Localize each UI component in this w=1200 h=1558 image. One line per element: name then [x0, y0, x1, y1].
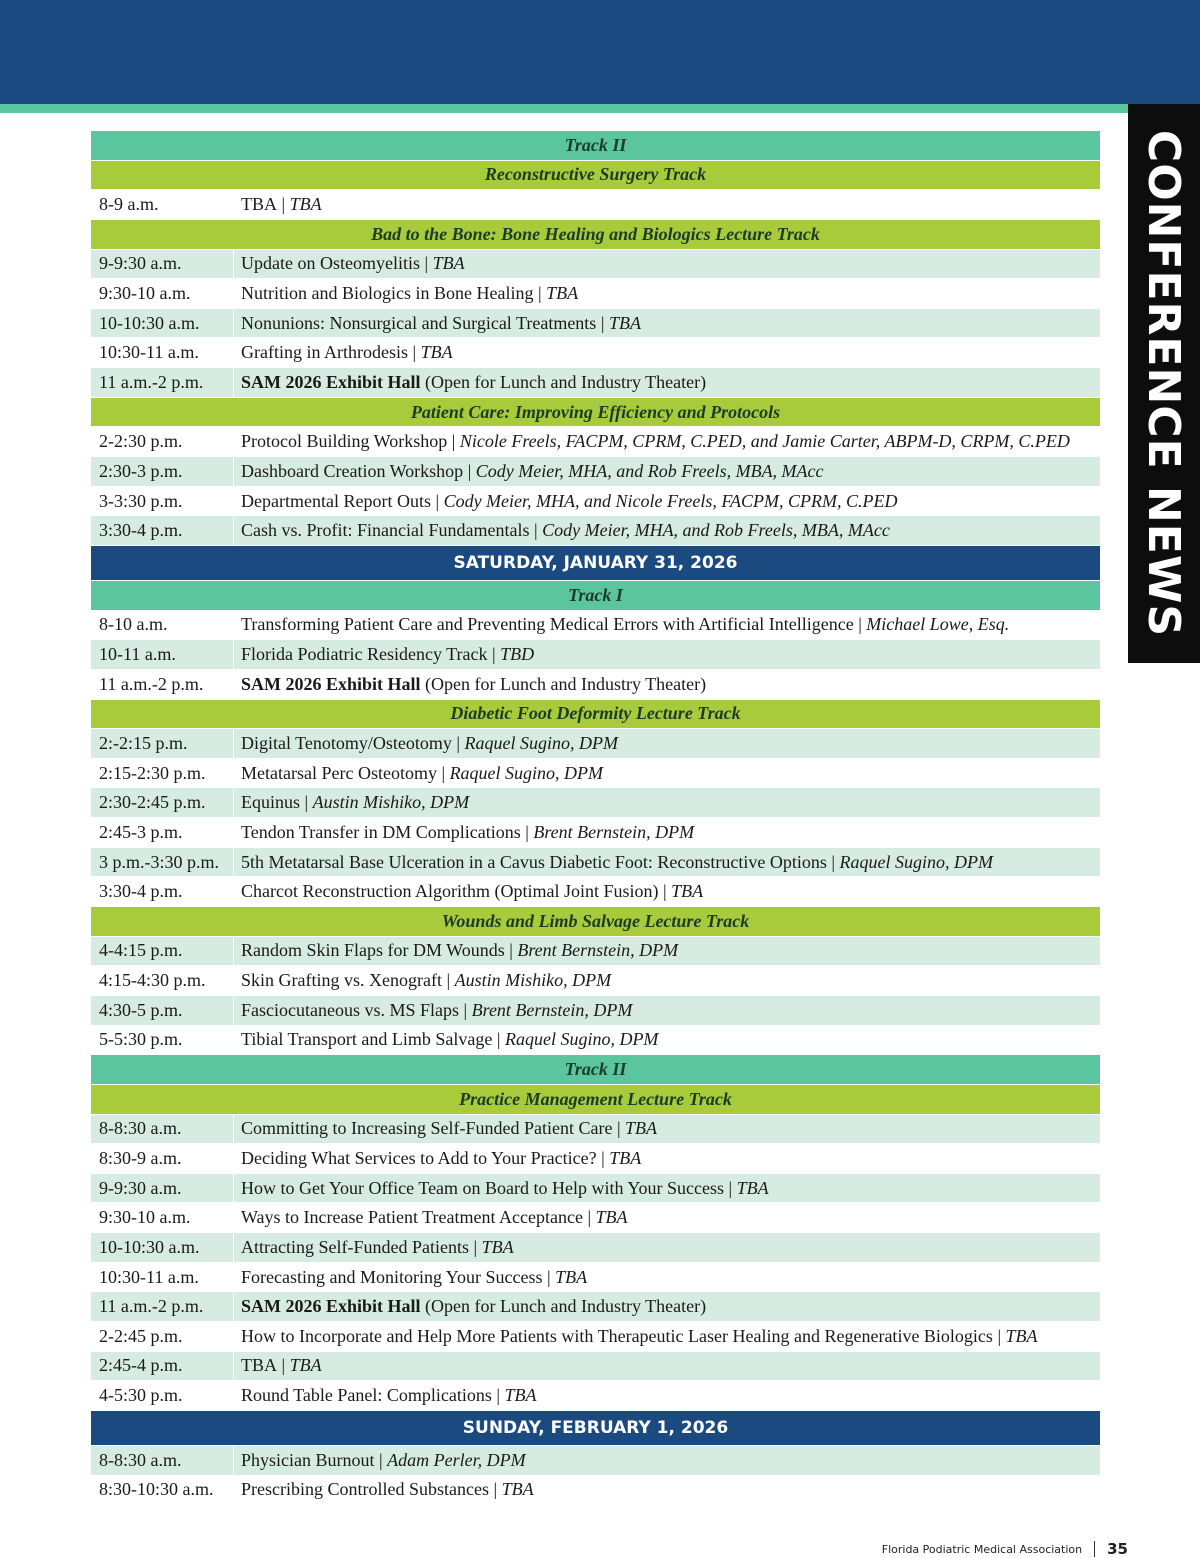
session-title: Fasciocutaneous vs. MS Flaps — [241, 999, 459, 1020]
session-time: 4:30-5 p.m. — [99, 999, 183, 1020]
band-label: Track II — [564, 1059, 627, 1080]
session-title: Tendon Transfer in DM Complications — [241, 821, 521, 842]
session-speaker: Raquel Sugino, DPM — [504, 1029, 659, 1050]
session-speaker: Cody Meier, MHA, and Nicole Freels, FACPM, CPRM, C.PED — [443, 490, 898, 511]
session-time: 2:45-4 p.m. — [99, 1355, 183, 1376]
session-time: 3-3:30 p.m. — [99, 490, 183, 511]
session-time: 11 a.m.-2 p.m. — [99, 1296, 204, 1317]
session-row — [91, 877, 1100, 907]
session-title: Transforming Patient Care and Preventing Medical Errors with Artificial Intelligence — [241, 614, 854, 635]
session-time: 9-9:30 a.m. — [99, 1177, 182, 1198]
session-description: 5th Metatarsal Base Ulceration in a Cavus Diabetic Foot: Reconstructive Options | Raquel Sugino, DPM — [233, 848, 993, 877]
session-speaker: Michael Lowe, Esq. — [866, 614, 1010, 635]
session-time: 8-10 a.m. — [99, 614, 168, 635]
session-description — [233, 1292, 706, 1321]
session-title: Round Table Panel: Complications — [241, 1385, 492, 1406]
session-row — [91, 368, 1100, 398]
schedule-table — [91, 131, 1100, 1505]
session-note: (Open for Lunch and Industry Theater) — [425, 371, 707, 392]
session-description: Charcot Reconstruction Algorithm (Optimal Joint Fusion) | TBA — [233, 877, 703, 906]
session-speaker: TBA — [420, 342, 453, 363]
session-row — [91, 190, 1100, 220]
session-speaker: TBA — [546, 283, 579, 304]
session-row — [91, 1026, 1100, 1056]
session-row — [91, 1446, 1100, 1476]
session-time: 2-2:45 p.m. — [99, 1325, 183, 1346]
session-time: 10-10:30 a.m. — [99, 312, 200, 333]
session-time: 8-8:30 a.m. — [99, 1449, 182, 1470]
session-time: 2:15-2:30 p.m. — [99, 762, 206, 783]
session-row — [91, 937, 1100, 967]
session-time: 9:30-10 a.m. — [99, 283, 191, 304]
session-title: Update on Osteomyelitis — [241, 253, 420, 274]
session-description: How to Get Your Office Team on Board to Help with Your Success | TBA — [233, 1174, 769, 1203]
session-speaker: TBA — [608, 312, 641, 333]
session-time: 11 a.m.-2 p.m. — [99, 673, 204, 694]
session-title: Dashboard Creation Workshop — [241, 460, 464, 481]
band-label: Track I — [568, 584, 623, 605]
session-speaker: Brent Bernstein, DPM — [533, 821, 695, 842]
session-description: Nutrition and Biologics in Bone Healing | TBA — [233, 279, 578, 308]
session-description: Metatarsal Perc Osteotomy | Raquel Sugino, DPM — [233, 759, 603, 788]
session-description: Tibial Transport and Limb Salvage | Raquel Sugino, DPM — [233, 1026, 658, 1055]
lecture-track-header — [91, 700, 1100, 730]
session-speaker: TBA — [481, 1236, 514, 1257]
session-title: Deciding What Services to Add to Your Practice? — [241, 1147, 597, 1168]
session-speaker: Austin Mishiko, DPM — [454, 970, 612, 991]
session-row — [91, 611, 1100, 641]
session-title: Florida Podiatric Residency Track — [241, 644, 488, 665]
session-time: 9-9:30 a.m. — [99, 253, 182, 274]
session-time: 3:30-4 p.m. — [99, 881, 183, 902]
session-title: TBA — [241, 194, 277, 215]
day-header — [91, 546, 1100, 581]
session-description: Nonunions: Nonsurgical and Surgical Treatments | TBA — [233, 309, 641, 338]
session-time: 9:30-10 a.m. — [99, 1207, 191, 1228]
session-time: 11 a.m.-2 p.m. — [99, 371, 204, 392]
session-row — [91, 1174, 1100, 1204]
session-time: 3:30-4 p.m. — [99, 520, 183, 541]
session-time: 8-9 a.m. — [99, 194, 159, 215]
session-speaker: Austin Mishiko, DPM — [312, 792, 470, 813]
session-title: Equinus — [241, 792, 301, 813]
session-row — [91, 818, 1100, 848]
session-title: Committing to Increasing Self-Funded Patient Care — [241, 1118, 613, 1139]
session-row — [91, 1263, 1100, 1293]
session-description: Fasciocutaneous vs. MS Flaps | Brent Bernstein, DPM — [233, 996, 632, 1025]
session-speaker: TBA — [736, 1177, 769, 1198]
session-speaker: TBA — [671, 881, 704, 902]
page-footer — [882, 1540, 1128, 1558]
session-speaker: TBA — [504, 1385, 537, 1406]
band-label: Practice Management Lecture Track — [459, 1088, 732, 1109]
session-title: TBA — [241, 1355, 277, 1376]
session-row — [91, 1203, 1100, 1233]
track-header — [91, 1055, 1100, 1085]
session-row — [91, 966, 1100, 996]
session-speaker: TBA — [289, 1355, 322, 1376]
session-title: Nonunions: Nonsurgical and Surgical Treatments — [241, 312, 597, 333]
session-title: Skin Grafting vs. Xenograft — [241, 970, 442, 991]
session-note: (Open for Lunch and Industry Theater) — [425, 673, 707, 694]
session-title: 5th Metatarsal Base Ulceration in a Cavus Diabetic Foot: Reconstructive Options — [241, 851, 827, 872]
session-description: Round Table Panel: Complications | TBA — [233, 1381, 537, 1410]
session-title: Prescribing Controlled Substances — [241, 1479, 489, 1500]
session-row — [91, 1322, 1100, 1352]
session-description: Update on Osteomyelitis | TBA — [233, 250, 465, 279]
session-row — [91, 1352, 1100, 1382]
session-description: Cash vs. Profit: Financial Fundamentals | Cody Meier, MHA, and Rob Freels, MBA, MAcc — [233, 516, 890, 545]
session-row — [91, 1233, 1100, 1263]
session-speaker: TBA — [1005, 1325, 1038, 1346]
session-row — [91, 338, 1100, 368]
session-description: Prescribing Controlled Substances | TBA — [233, 1476, 534, 1505]
session-title: Protocol Building Workshop — [241, 431, 448, 452]
session-title: Charcot Reconstruction Algorithm (Optimal Joint Fusion) — [241, 881, 659, 902]
session-highlight: SAM 2026 Exhibit Hall — [241, 1296, 421, 1317]
session-time: 2:30-3 p.m. — [99, 460, 183, 481]
session-row — [91, 1115, 1100, 1145]
session-speaker: TBA — [609, 1147, 642, 1168]
session-row — [91, 1144, 1100, 1174]
session-description: Protocol Building Workshop | Nicole Freels, FACPM, CPRM, C.PED, and Jamie Carter, ABPM-D, CRPM, C.PED — [233, 427, 1070, 456]
session-speaker: Adam Perler, DPM — [387, 1449, 526, 1470]
session-description: Random Skin Flaps for DM Wounds | Brent Bernstein, DPM — [233, 937, 678, 966]
session-speaker: Brent Bernstein, DPM — [517, 940, 679, 961]
session-row — [91, 250, 1100, 280]
session-time: 4:15-4:30 p.m. — [99, 970, 206, 991]
band-label: Diabetic Foot Deformity Lecture Track — [450, 703, 741, 724]
session-description: Departmental Report Outs | Cody Meier, MHA, and Nicole Freels, FACPM, CPRM, C.PED — [233, 487, 897, 516]
session-description: Transforming Patient Care and Preventing Medical Errors with Artificial Intelligence | Michael Lowe, Esq. — [233, 611, 1009, 640]
session-title: Attracting Self-Funded Patients — [241, 1236, 469, 1257]
session-speaker: TBD — [500, 644, 535, 665]
session-description: Florida Podiatric Residency Track | TBD — [233, 640, 534, 669]
session-time: 4-5:30 p.m. — [99, 1385, 183, 1406]
session-time: 10-11 a.m. — [99, 644, 176, 665]
session-row — [91, 848, 1100, 878]
session-row — [91, 1381, 1100, 1411]
session-speaker: Cody Meier, MHA, and Rob Freels, MBA, MAcc — [542, 520, 890, 541]
track-header — [91, 131, 1100, 161]
session-time: 10:30-11 a.m. — [99, 342, 199, 363]
session-title: Random Skin Flaps for DM Wounds — [241, 940, 505, 961]
session-title: Tibial Transport and Limb Salvage — [241, 1029, 493, 1050]
session-time: 2:45-3 p.m. — [99, 821, 183, 842]
band-label: Reconstructive Surgery Track — [484, 164, 707, 185]
session-speaker: TBA — [289, 194, 322, 215]
lecture-track-header — [91, 220, 1100, 250]
session-description: TBA | TBA — [233, 190, 322, 219]
header-accent-stripe — [0, 104, 1200, 113]
session-description: Dashboard Creation Workshop | Cody Meier, MHA, and Rob Freels, MBA, MAcc — [233, 457, 824, 486]
session-time: 5-5:30 p.m. — [99, 1029, 183, 1050]
session-speaker: TBA — [555, 1266, 588, 1287]
session-speaker: TBA — [432, 253, 465, 274]
session-description — [233, 368, 706, 397]
band-label: SUNDAY, FEBRUARY 1, 2026 — [462, 1417, 729, 1438]
session-title: Metatarsal Perc Osteotomy — [241, 762, 437, 783]
session-time: 10-10:30 a.m. — [99, 1236, 200, 1257]
session-description: Forecasting and Monitoring Your Success | TBA — [233, 1263, 587, 1292]
session-speaker: TBA — [595, 1207, 628, 1228]
session-description: Grafting in Arthrodesis | TBA — [233, 338, 453, 367]
session-title: Cash vs. Profit: Financial Fundamentals — [241, 520, 530, 541]
session-time: 8:30-9 a.m. — [99, 1147, 182, 1168]
lecture-track-header — [91, 907, 1100, 937]
band-label: Bad to the Bone: Bone Healing and Biologics Lecture Track — [371, 223, 820, 244]
session-description: Committing to Increasing Self-Funded Patient Care | TBA — [233, 1115, 657, 1144]
track-header — [91, 581, 1100, 611]
session-row — [91, 457, 1100, 487]
session-description: TBA | TBA — [233, 1352, 322, 1381]
session-row — [91, 516, 1100, 546]
session-description: Digital Tenotomy/Osteotomy | Raquel Sugino, DPM — [233, 729, 618, 758]
page-number: 35 — [1107, 1540, 1128, 1558]
session-row — [91, 788, 1100, 818]
session-description: Ways to Increase Patient Treatment Acceptance | TBA — [233, 1203, 628, 1232]
session-time: 2:-2:15 p.m. — [99, 732, 188, 753]
lecture-track-header — [91, 161, 1100, 191]
session-speaker: Raquel Sugino, DPM — [464, 732, 618, 753]
session-title: How to Incorporate and Help More Patients with Therapeutic Laser Healing and Regenerative Biologics — [241, 1325, 993, 1346]
session-time: 2-2:30 p.m. — [99, 431, 183, 452]
session-row — [91, 996, 1100, 1026]
session-row — [91, 670, 1100, 700]
section-tab — [1128, 104, 1200, 663]
band-label: Patient Care: Improving Efficiency and Protocols — [410, 401, 781, 422]
band-label: SATURDAY, JANUARY 31, 2026 — [453, 552, 738, 573]
session-description: Physician Burnout | Adam Perler, DPM — [233, 1446, 526, 1475]
session-title: Physician Burnout — [241, 1449, 375, 1470]
session-description: Tendon Transfer in DM Complications | Brent Bernstein, DPM — [233, 818, 694, 847]
session-speaker: Raquel Sugino, DPM — [839, 851, 993, 872]
session-description: How to Incorporate and Help More Patients with Therapeutic Laser Healing and Regenerative Biologics | TBA — [233, 1322, 1038, 1351]
session-row — [91, 279, 1100, 309]
session-time: 2:30-2:45 p.m. — [99, 792, 206, 813]
session-title: Departmental Report Outs — [241, 490, 431, 511]
session-time: 3 p.m.-3:30 p.m. — [99, 851, 219, 872]
session-time: 4-4:15 p.m. — [99, 940, 183, 961]
session-row — [91, 640, 1100, 670]
session-row — [91, 427, 1100, 457]
session-title: Ways to Increase Patient Treatment Acceptance — [241, 1207, 583, 1228]
lecture-track-header — [91, 1085, 1100, 1115]
session-row — [91, 759, 1100, 789]
session-speaker: TBA — [501, 1479, 534, 1500]
session-description: Deciding What Services to Add to Your Practice? | TBA — [233, 1144, 641, 1173]
session-row — [91, 729, 1100, 759]
session-highlight: SAM 2026 Exhibit Hall — [241, 371, 421, 392]
session-row — [91, 1292, 1100, 1322]
session-row — [91, 309, 1100, 339]
footer-organization: Florida Podiatric Medical Association — [881, 1542, 1083, 1556]
header-band — [0, 0, 1200, 104]
session-speaker: Cody Meier, MHA, and Rob Freels, MBA, MAcc — [475, 460, 824, 481]
session-speaker: Brent Bernstein, DPM — [471, 999, 633, 1020]
session-row — [91, 1476, 1100, 1506]
session-time: 8:30-10:30 a.m. — [99, 1479, 214, 1500]
session-description — [233, 670, 706, 699]
lecture-track-header — [91, 398, 1100, 428]
session-title: How to Get Your Office Team on Board to Help with Your Success — [241, 1177, 725, 1198]
session-title: Nutrition and Biologics in Bone Healing — [241, 283, 534, 304]
session-time: 10:30-11 a.m. — [99, 1266, 199, 1287]
session-speaker: Raquel Sugino, DPM — [449, 762, 604, 783]
session-description: Attracting Self-Funded Patients | TBA — [233, 1233, 514, 1262]
session-speaker: Nicole Freels, FACPM, CPRM, C.PED, and Jamie Carter, ABPM-D, CRPM, C.PED — [459, 431, 1070, 452]
session-title: Grafting in Arthrodesis — [241, 342, 408, 363]
session-description: Equinus | Austin Mishiko, DPM — [233, 788, 469, 817]
session-note: (Open for Lunch and Industry Theater) — [425, 1296, 707, 1317]
session-highlight: SAM 2026 Exhibit Hall — [241, 673, 421, 694]
band-label: Track II — [564, 134, 627, 155]
footer-divider — [1094, 1541, 1095, 1557]
band-label: Wounds and Limb Salvage Lecture Track — [441, 910, 750, 931]
session-time: 8-8:30 a.m. — [99, 1118, 182, 1139]
session-title: Forecasting and Monitoring Your Success — [241, 1266, 543, 1287]
session-row — [91, 487, 1100, 517]
session-speaker: TBA — [625, 1118, 658, 1139]
day-header — [91, 1411, 1100, 1446]
session-description: Skin Grafting vs. Xenograft | Austin Mishiko, DPM — [233, 966, 611, 995]
section-tab-label: CONFERENCE NEWS — [1138, 129, 1190, 638]
session-title: Digital Tenotomy/Osteotomy — [241, 732, 452, 753]
